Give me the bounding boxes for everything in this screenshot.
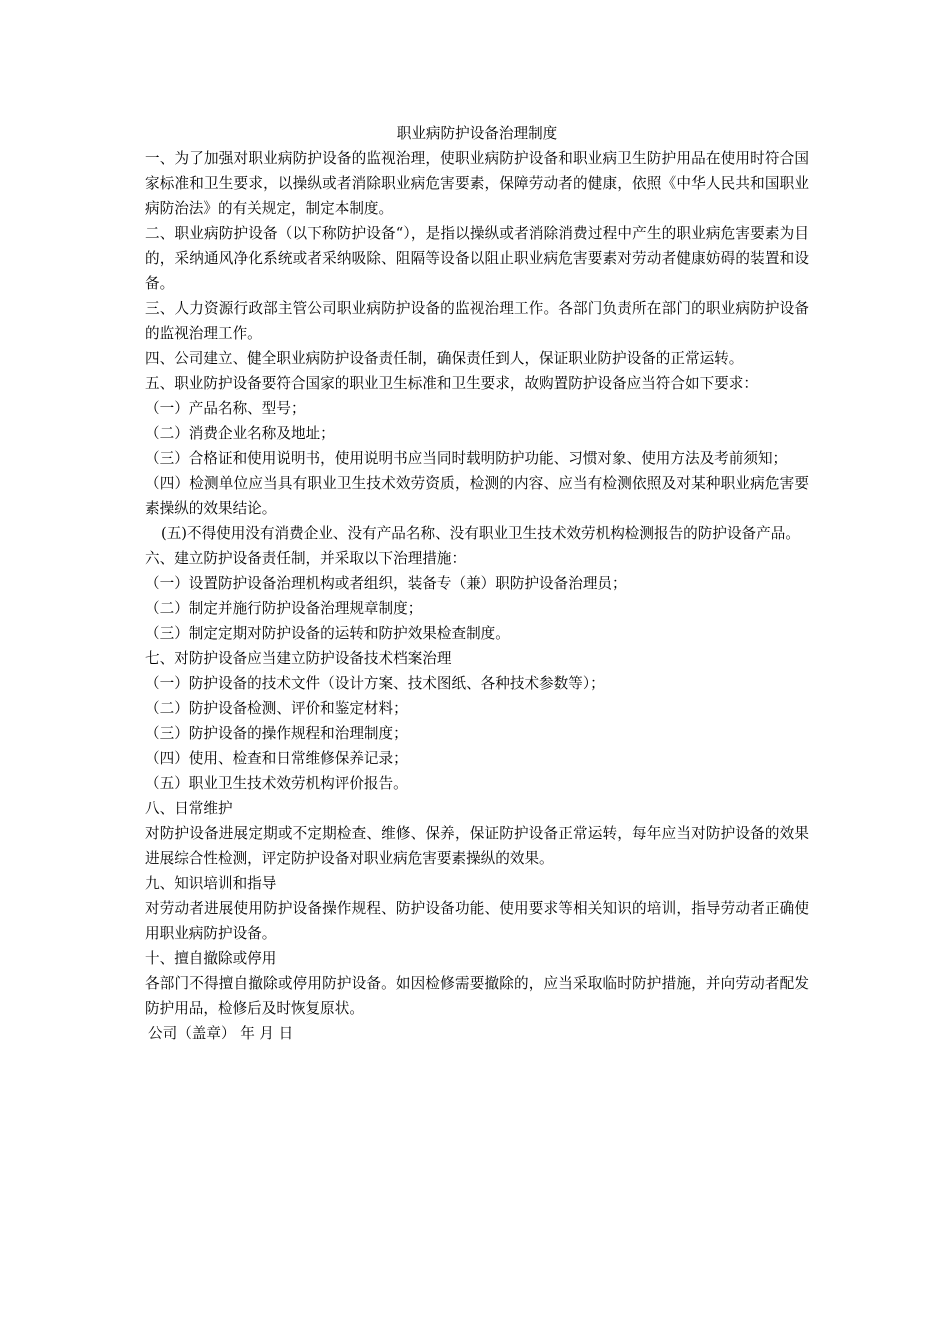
- list-item-5-2: （二）消费企业名称及地址；: [145, 425, 335, 442]
- list-item-5-5: (五)不得使用没有消费企业、没有产品名称、没有职业卫生技术效劳机构检测报告的防护设备产品。: [161, 525, 800, 542]
- list-item-7-3: （三）防护设备的操作规程和治理制度；: [145, 725, 408, 742]
- paragraph-10-body: 各部门不得擅自撤除或停用防护设备。如因检修需要撤除的，应当采取临时防护措施，并向劳动者配发防护用品，检修后及时恢复原状。: [145, 975, 809, 1017]
- paragraph-9-body: 对劳动者进展使用防护设备操作规程、防护设备功能、使用要求等相关知识的培训，指导劳动者正确使用职业病防护设备。: [145, 900, 809, 942]
- list-item-5-4: （四）检测单位应当具有职业卫生技术效劳资质，检测的内容、应当有检测依照及对某种职业病危害要素操纵的效果结论。: [145, 475, 809, 517]
- list-item-7-1: （一）防护设备的技术文件（设计方案、技术图纸、各种技术参数等）；: [145, 675, 605, 692]
- section-heading-9: 九、知识培训和指导: [145, 875, 277, 892]
- list-item-5-3: （三）合格证和使用说明书，使用说明书应当同时载明防护功能、习惯对象、使用方法及考前须知；: [145, 450, 788, 467]
- section-heading-10: 十、擅自撤除或停用: [145, 950, 277, 967]
- list-item-7-2: （二）防护设备检测、评价和鉴定材料；: [145, 700, 408, 717]
- paragraph-8-body: 对防护设备进展定期或不定期检查、维修、保养，保证防护设备正常运转，每年应当对防护设备的效果进展综合性检测，评定防护设备对职业病危害要素操纵的效果。: [145, 825, 809, 867]
- list-item-6-2: （二）制定并施行防护设备治理规章制度；: [145, 600, 423, 617]
- list-item-5-1: （一）产品名称、型号；: [145, 400, 306, 417]
- list-item-6-1: （一）设置防护设备治理机构或者组织，装备专（兼）职防护设备治理员；: [145, 575, 627, 592]
- paragraph-2: 二、职业病防护设备（以下称防护设备“），是指以操纵或者消除消费过程中产生的职业病危害要素为目的，采纳通风净化系统或者采纳吸除、阻隔等设备以阻止职业病危害要素对劳动者健康妨碍的装置和设备。: [145, 225, 809, 292]
- document-title: 职业病防护设备治理制度: [396, 125, 558, 142]
- paragraph-1: 一、为了加强对职业病防护设备的监视治理，使职业病防护设备和职业病卫生防护用品在使用时符合国家标准和卫生要求，以操纵或者消除职业病危害要素，保障劳动者的健康，依照《中华人民共和国职业病防治法》的有关规定，制定本制度。: [145, 150, 809, 217]
- paragraph-5: 五、职业防护设备要符合国家的职业卫生标准和卫生要求，故购置防护设备应当符合如下要求：: [145, 375, 758, 392]
- paragraph-4: 四、公司建立、健全职业病防护设备责任制，确保责任到人，保证职业防护设备的正常运转。: [145, 350, 744, 367]
- list-item-7-4: （四）使用、检查和日常维修保养记录；: [145, 750, 408, 767]
- document-body: [145, 121, 809, 1046]
- list-item-6-3: （三）制定定期对防护设备的运转和防护效果检查制度。: [145, 625, 510, 642]
- paragraph-3: 三、人力资源行政部主管公司职业病防护设备的监视治理工作。各部门负责所在部门的职业病防护设备的监视治理工作。: [145, 300, 809, 342]
- list-item-7-5: （五）职业卫生技术效劳机构评价报告。: [145, 775, 408, 792]
- paragraph-7: 七、对防护设备应当建立防护设备技术档案治理: [145, 650, 452, 667]
- section-heading-8: 八、日常维护: [145, 800, 233, 817]
- paragraph-6: 六、建立防护设备责任制，并采取以下治理措施：: [145, 550, 467, 567]
- signature-line: 公司（盖章） 年 月 日: [148, 1025, 294, 1042]
